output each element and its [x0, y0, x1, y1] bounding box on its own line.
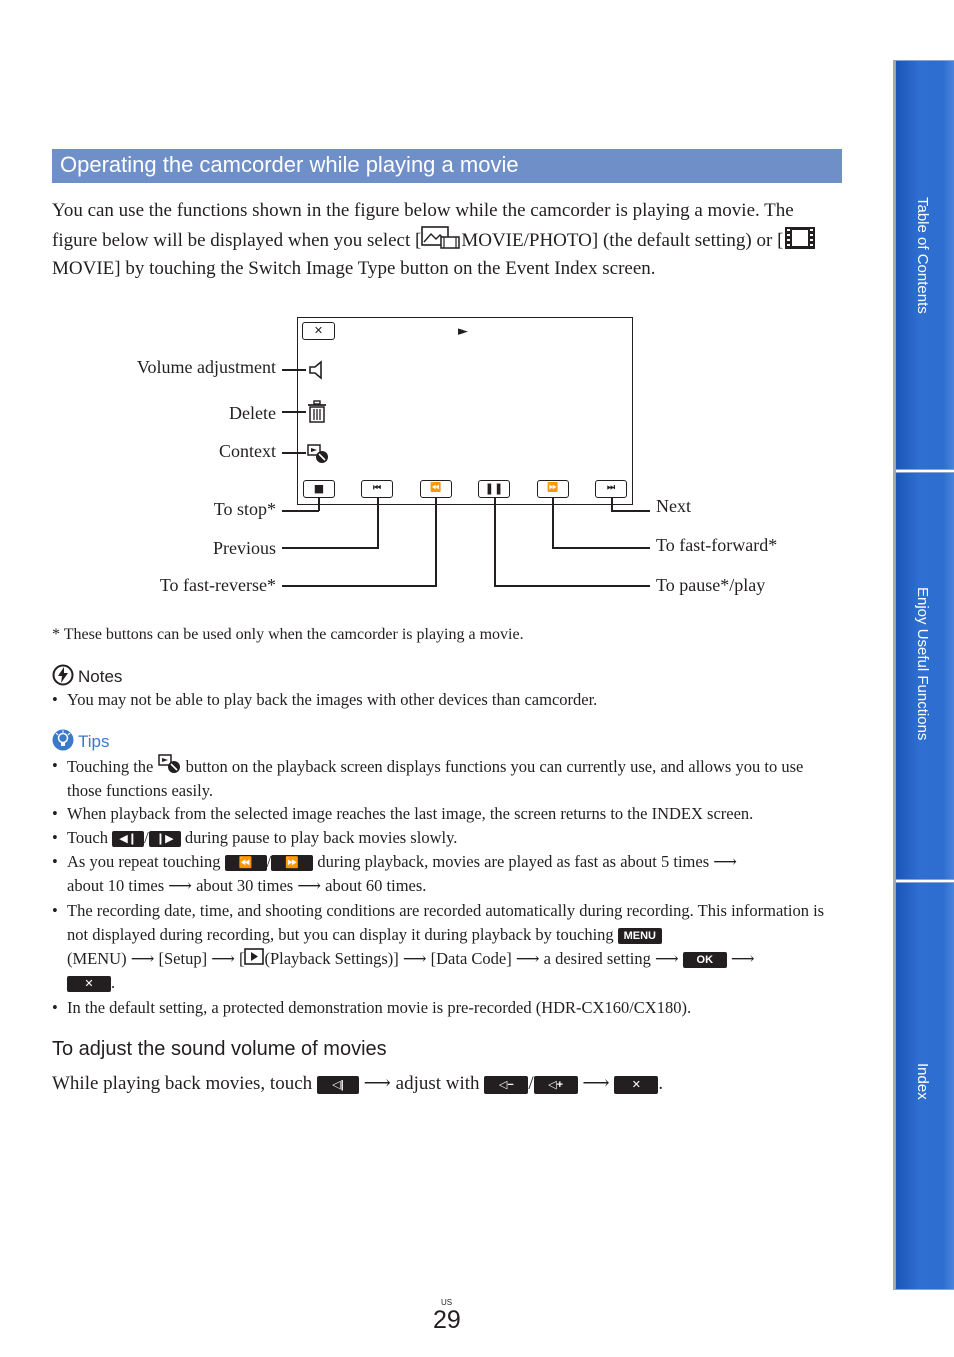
leader-line — [552, 498, 554, 548]
tip-text: As you repeat touching — [67, 852, 221, 871]
leader-line — [282, 585, 437, 587]
intro-text-3: MOVIE] by touching the Switch Image Type button on the Event Index screen. — [52, 258, 656, 279]
tip-text: In the default setting, a protected demonstration movie is pre-recorded (HDR-CX160/CX180). — [67, 998, 692, 1017]
page-region-code: US — [441, 1298, 453, 1307]
movie-film-icon — [783, 226, 817, 250]
leader-line — [494, 498, 496, 586]
tip-item: • The recording date, time, and shooting conditions are recorded automatically during recording. This information is not displayed during recording, but you can display it during playback by touching MENU (MENU) ⟶ [Setup] ⟶ [ (Playback Settings)] ⟶ [Data Code] ⟶ a desired setting ⟶ OK ⟶ ✕ . — [52, 901, 825, 992]
arrow-icon: ⟶ — [363, 1073, 391, 1094]
label-fast-reverse: To fast-reverse* — [159, 575, 276, 595]
notes-heading-row — [52, 664, 122, 687]
tip-text: a desired setting — [543, 949, 651, 968]
intro-paragraph — [52, 197, 842, 283]
notes-heading: Notes — [78, 667, 123, 686]
volume-up-icon: ◁+ — [534, 1076, 578, 1094]
playback-settings-icon — [244, 948, 264, 966]
playback-screen-illustration — [297, 317, 633, 505]
footnote: * These buttons can be used only when the camcorder is playing a movie. — [52, 626, 524, 643]
tip-text: Touch — [67, 828, 109, 847]
tab-label: Table of Contents — [914, 197, 931, 314]
tip-text: during playback, movies are played as fast as about 5 times — [317, 852, 710, 871]
slow-reverse-icon: ◀❙ — [112, 831, 144, 847]
label-stop: To stop* — [213, 499, 276, 519]
tab-enjoy-useful-functions[interactable] — [895, 472, 954, 880]
tip-item: • Touch ◀❙ / ❙▶ during pause to play back movies slowly. — [52, 828, 458, 847]
fast-forward-icon: ⏩ — [271, 855, 313, 871]
tip-text: [ — [238, 949, 245, 968]
tip-text: (Playback Settings)] — [264, 949, 399, 968]
tip-text: (MENU) — [67, 949, 127, 968]
tip-item: • When playback from the selected image reaches the last image, the screen returns to the INDEX screen. — [52, 802, 842, 826]
page-number: 29 — [433, 1306, 461, 1334]
close-button[interactable]: ✕ — [302, 322, 335, 340]
tip-text: button on the playback screen displays functions you can currently use, and allows you to use those functions easily. — [67, 757, 804, 800]
label-volume: Volume adjustment — [136, 357, 276, 377]
tips-heading: Tips — [78, 732, 110, 751]
tip-item: • As you repeat touching ⏪ / ⏩ during playback, movies are played as fast as about 5 times ⟶ about 10 times ⟶ about 30 times ⟶ about 60 times. — [52, 852, 737, 895]
tip-text: during pause to play back movies slowly. — [184, 828, 458, 847]
previous-button[interactable]: ⏮ — [361, 480, 393, 498]
leader-line — [611, 510, 650, 512]
pause-button[interactable]: ❚❚ — [478, 480, 510, 498]
sound-text: While playing back movies, touch — [52, 1073, 313, 1094]
tip-text: [Setup] — [158, 949, 208, 968]
arrow-icon: ⟶ — [654, 949, 679, 968]
label-fast-forward: To fast-forward* — [656, 535, 778, 555]
leader-line — [494, 585, 650, 587]
leader-line — [552, 547, 650, 549]
tip-item: • Touching the button on the playback screen displays functions you can currently use, and allows you to use those functions easily. — [52, 756, 804, 800]
tip-text: The recording date, time, and shooting conditions are recorded automatically during recording. This information is not displayed during recording, but you can display it during playback by touching — [67, 901, 825, 944]
note-item: • You may not be able to play back the images with other devices than camcorder. — [52, 688, 842, 712]
fast-forward-button[interactable]: ⏩ — [537, 480, 569, 498]
note-text: You may not be able to play back the images with other devices than camcorder. — [67, 690, 598, 709]
section-title: Operating the camcorder while playing a movie — [60, 152, 519, 177]
leader-line — [282, 452, 306, 454]
label-pause-play: To pause*/play — [656, 575, 766, 595]
context-icon[interactable] — [306, 442, 330, 464]
arrow-icon: ⟶ — [582, 1073, 610, 1094]
tab-table-of-contents[interactable] — [895, 60, 954, 470]
tip-text: Touching the — [67, 757, 154, 776]
leader-line — [377, 498, 379, 548]
label-previous: Previous — [213, 538, 276, 558]
arrow-icon: ⟶ — [402, 949, 427, 968]
intro-text-1: You can use the functions shown in the figure below while the camcorder is playing a movie. The figure below will be displayed when you select [ — [52, 200, 794, 251]
label-delete: Delete — [229, 403, 276, 423]
fast-reverse-button[interactable]: ⏪ — [420, 480, 452, 498]
tab-index[interactable] — [895, 882, 954, 1290]
trash-icon[interactable] — [306, 400, 328, 424]
arrow-icon: ⟶ — [297, 876, 321, 895]
close-button-icon: ✕ — [67, 976, 111, 992]
leader-line — [282, 547, 379, 549]
arrow-icon: ⟶ — [730, 949, 755, 968]
notes-icon — [52, 664, 74, 686]
tip-item: • In the default setting, a protected demonstration movie is pre-recorded (HDR-CX160/CX180). — [52, 996, 842, 1020]
arrow-icon: ⟶ — [515, 949, 540, 968]
tip-text: When playback from the selected image reaches the last image, the screen returns to the INDEX screen. — [67, 804, 754, 823]
ok-button-icon: OK — [683, 952, 727, 968]
volume-button-icon: ◁| — [317, 1076, 359, 1094]
close-button-icon: ✕ — [614, 1076, 658, 1094]
arrow-icon: ⟶ — [713, 852, 737, 871]
menu-button-icon: MENU — [618, 928, 662, 944]
section-title-bar — [52, 149, 842, 183]
arrow-icon: ⟶ — [168, 876, 192, 895]
play-indicator-icon: ► — [458, 324, 468, 339]
leader-line — [282, 510, 319, 512]
sound-volume-heading: To adjust the sound volume of movies — [52, 1038, 387, 1060]
next-button[interactable]: ⏭ — [595, 480, 627, 498]
tips-heading-row — [52, 729, 110, 752]
sound-text: adjust with — [395, 1073, 480, 1094]
tip-text: about 60 times. — [325, 876, 427, 895]
lightbulb-icon — [52, 729, 74, 751]
tip-text: about 10 times — [67, 876, 165, 895]
arrow-icon: ⟶ — [211, 949, 235, 968]
volume-icon[interactable] — [306, 359, 328, 381]
leader-line — [282, 369, 306, 371]
context-icon — [158, 754, 182, 774]
stop-button[interactable]: ■ — [303, 480, 335, 498]
tab-label: Enjoy Useful Functions — [914, 587, 931, 741]
label-context: Context — [219, 441, 276, 461]
slow-forward-icon: ❙▶ — [149, 831, 181, 847]
sound-volume-instructions: While playing back movies, touch ◁| ⟶ adjust with ◁− / ◁+ ⟶ ✕ . — [52, 1073, 664, 1094]
fast-reverse-icon: ⏪ — [225, 855, 267, 871]
tip-text: [Data Code] — [430, 949, 512, 968]
intro-text-2: MOVIE/PHOTO] (the default setting) or [ — [461, 230, 784, 251]
leader-line — [435, 498, 437, 586]
arrow-icon: ⟶ — [130, 949, 155, 968]
volume-down-icon: ◁− — [484, 1076, 528, 1094]
tab-label: Index — [914, 1063, 931, 1100]
label-next: Next — [656, 496, 691, 516]
movie-photo-icon — [421, 225, 461, 249]
tip-text: about 30 times — [196, 876, 294, 895]
leader-line — [282, 411, 306, 413]
